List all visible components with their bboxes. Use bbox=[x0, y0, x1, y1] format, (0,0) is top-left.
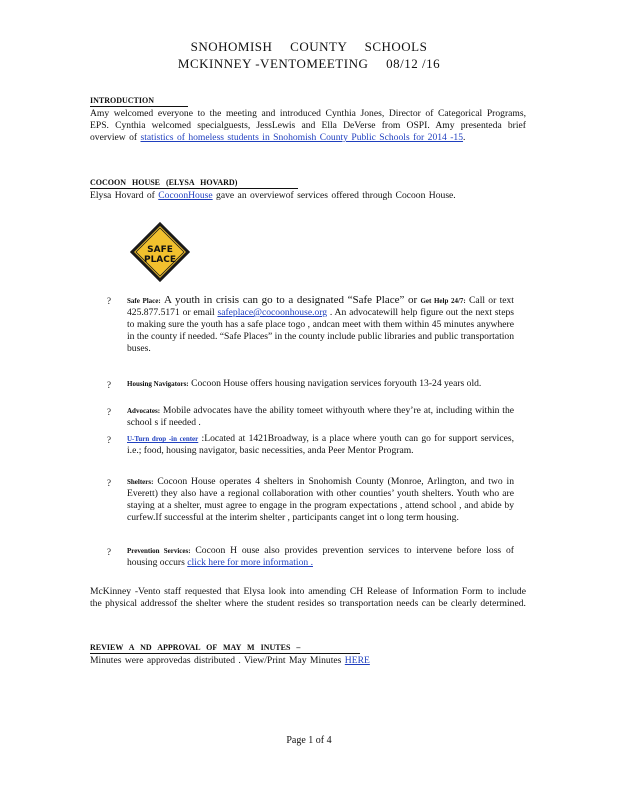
more-information-link[interactable]: click here for more information . bbox=[187, 557, 313, 568]
list-item-housing-navigators: Housing Navigators: Cocoon House offers housing navigation services foryouth 13-24 years old. bbox=[127, 378, 482, 389]
list-item-u-turn: U-Turn drop -in center :Located at 1421Broadway, is a place where youth can go for support services, i.e.; food, housing navigator, basic necessities, anda Peer Mentor Program. bbox=[127, 433, 514, 456]
document-title: SNOHOMISH COUNTY SCHOOLS bbox=[190, 39, 428, 54]
bullet-marker: ? bbox=[107, 407, 111, 417]
list-item-safe-place: Safe Place: A youth in crisis can go to a designated “Safe Place” or Get Help 24/7: Call or text 425.877.5171 or email safeplace@cocoonhouse.org . An advocatewill help figure out the next steps to making sure the youth has a safe place togo , andcan meet with them within 45 minutes anywhere in the county if needed. “Safe Places” in the county include public libraries and public transportation buses. bbox=[127, 294, 514, 354]
section-heading-introduction: INTRODUCTION bbox=[90, 96, 188, 107]
meeting-name: MCKINNEY -VENTOMEETING bbox=[177, 56, 369, 71]
statistics-link[interactable]: statistics of homeless students in Snohomish County Public Schools for 2014 -15 bbox=[140, 132, 464, 143]
meeting-date: 08/12 /16 bbox=[386, 56, 441, 71]
bullet-marker: ? bbox=[107, 547, 111, 557]
cocoon-paragraph: Elysa Hovard of CocoonHouse gave an overviewof services offered through Cocoon House. bbox=[90, 190, 456, 201]
bullet-marker: ? bbox=[107, 296, 111, 306]
here-link[interactable]: HERE bbox=[344, 655, 370, 666]
u-turn-drop-in-link[interactable]: U-Turn drop -in center bbox=[127, 435, 199, 443]
bullet-marker: ? bbox=[107, 435, 111, 445]
page-number: Page 1 of 4 bbox=[286, 735, 332, 746]
list-item-prevention: Prevention Services: Cocoon H ouse also provides prevention services to intervene before loss of housing occurs click here for more information . bbox=[127, 545, 514, 568]
meeting-subtitle bbox=[0, 56, 618, 72]
safeplace-email-link[interactable]: safeplace@cocoonhouse.org bbox=[217, 307, 328, 318]
list-item-advocates: Advocates: Mobile advocates have the ability tomeet withyouth where they’re at, including within the school s if needed . bbox=[127, 405, 515, 428]
sign-line-2: PLACE bbox=[143, 255, 177, 265]
section-heading-review: REVIEW A ND APPROVAL OF MAY M INUTES – bbox=[90, 643, 360, 654]
intro-paragraph: Amy welcomed everyone to the meeting and introduced Cynthia Jones, Director of Categorical Programs, EPS. Cynthia welcomed specialguests, JessLewis and Ella DeVerse from OSPI. Amy presenteda brief overview of statistics of homeless students in Snohomish County Public Schools for 2014 -15. bbox=[90, 108, 526, 143]
section-heading-cocoon-house: COCOON HOUSE (ELYSA HOVARD) bbox=[90, 178, 298, 189]
bullet-marker: ? bbox=[107, 478, 111, 488]
bullet-marker: ? bbox=[107, 380, 111, 390]
sign-line-1: SAFE bbox=[147, 245, 173, 255]
list-item-shelters: Shelters: Cocoon House operates 4 shelters in Snohomish County (Monroe, Arlington, and two in Everett) they also have a regional collaboration with other counties’ youth shelters. Youth who are staying at a shelter, must agree to engage in the program expectations , attend school , and abide by curfew.If successful at the interim shelter , participants canget int o long term housing. bbox=[127, 476, 514, 523]
request-paragraph: McKinney -Vento staff requested that Elysa look into amending CH Release of Information Form to include the physical addressof the shelter where the student resides so transportation needs can be clearly determined. bbox=[90, 586, 526, 609]
cocoonhouse-link[interactable]: CocoonHouse bbox=[158, 190, 213, 201]
review-paragraph: Minutes were approvedas distributed . View/Print May Minutes HERE bbox=[90, 655, 370, 666]
safe-place-sign-icon bbox=[130, 222, 190, 282]
intro-text: Amy welcomed everyone to the meeting and introduced Cynthia Jones, Director of Categorical Programs, EPS. Cynthia welcomed specialguests, JessLewis and Ella DeVerse from OSPI. Amy presenteda brief overview of bbox=[90, 108, 526, 143]
